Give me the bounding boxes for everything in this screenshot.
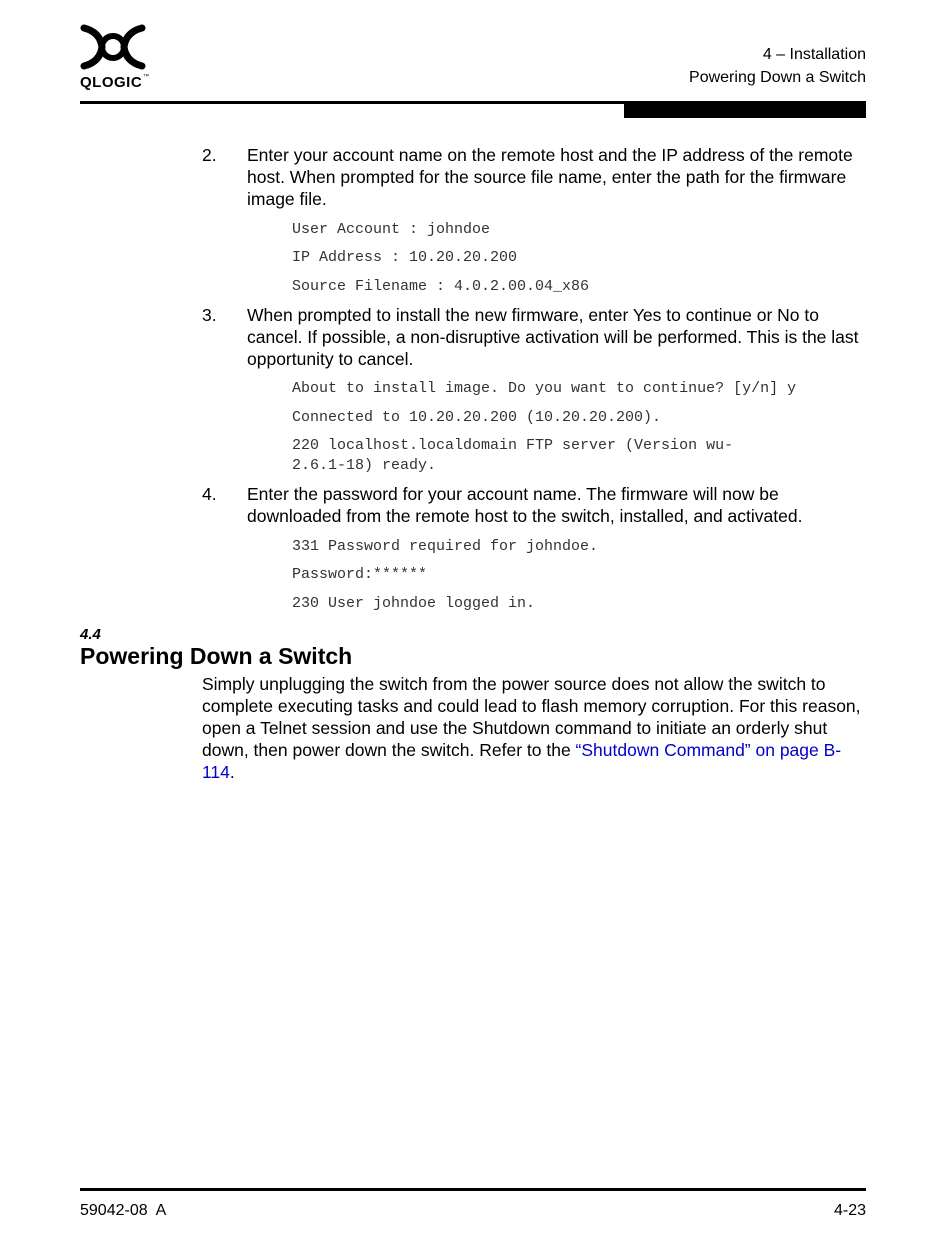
- step-3: [202, 304, 866, 370]
- shutdown-command-link[interactable]: “Shutdown Command” on page B-114: [202, 740, 842, 782]
- logo-wordmark: QLOGIC™: [80, 74, 150, 91]
- code-line: Password:******: [292, 566, 428, 583]
- section-body: [202, 673, 866, 783]
- header-rule-block: [624, 104, 866, 118]
- step-text: When prompted to install the new firmware, enter Yes to continue or No to cancel. If possible, a non-disruptive activation will be performed. This is the last opportunity to cancel.: [247, 305, 859, 369]
- code-line: IP Address : 10.20.20.200: [292, 249, 518, 266]
- header-section: Powering Down a Switch: [689, 69, 866, 86]
- section-number: 4.4: [80, 626, 101, 643]
- step-number: 2.: [202, 145, 217, 165]
- step-number: 4.: [202, 484, 217, 504]
- footer-rule: [80, 1188, 866, 1191]
- qlogic-logo: [80, 24, 150, 92]
- step-text: Enter the password for your account name. The firmware will now be downloaded from the remote host to the switch, installed, and activated.: [247, 484, 803, 526]
- code-line: 331 Password required for johndoe.: [292, 538, 599, 555]
- code-line: User Account : johndoe: [292, 221, 491, 238]
- code-line: 220 localhost.localdomain FTP server (Version wu-2.6.1-18) ready.: [292, 437, 734, 474]
- code-line: 230 User johndoe logged in.: [292, 595, 536, 612]
- step-4: [202, 483, 866, 527]
- code-line: Source Filename : 4.0.2.00.04_x86: [292, 278, 590, 295]
- footer-doc-id: 59042-08 A: [80, 1202, 167, 1219]
- code-line: Connected to 10.20.20.200 (10.20.20.200).: [292, 409, 662, 426]
- code-line: About to install image. Do you want to continue? [y/n] y: [292, 380, 797, 397]
- step-2: [202, 144, 866, 210]
- section-title: Powering Down a Switch: [80, 643, 353, 669]
- step-text: Enter your account name on the remote host and the IP address of the remote host. When prompted for the source file name, enter the path for the firmware image file.: [247, 145, 853, 209]
- body-text-end: .: [229, 762, 235, 782]
- step-number: 3.: [202, 305, 217, 325]
- footer-page-number: 4-23: [833, 1202, 866, 1219]
- body-text: Simply unplugging the switch from the power source does not allow the switch to complete executing tasks and could lead to flash memory corruption. For this reason, open a Telnet session and use the Shutdown command to initiate an orderly shut down, then power down the switch. Refer to the: [202, 674, 861, 760]
- header-chapter: 4 – Installation: [762, 46, 866, 63]
- qlogic-logo-icon: [80, 24, 146, 70]
